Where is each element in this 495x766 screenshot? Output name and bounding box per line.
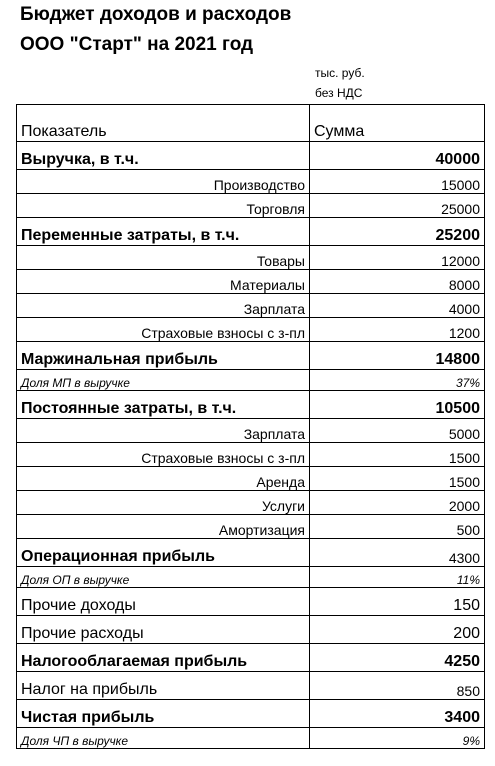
row-value[interactable]: 2000 <box>310 491 485 515</box>
row-value[interactable]: 9% <box>310 728 485 749</box>
row-label[interactable]: Материалы <box>17 270 310 294</box>
table-row <box>17 443 485 467</box>
row-label[interactable]: Доля ОП в выручке <box>17 567 310 588</box>
table-row <box>17 588 485 616</box>
table-row <box>17 419 485 443</box>
row-value[interactable]: 12000 <box>310 246 485 270</box>
row-label[interactable]: Производство <box>17 170 310 194</box>
table-row <box>17 728 485 749</box>
row-value[interactable]: 4000 <box>310 294 485 318</box>
budget-table <box>16 104 485 749</box>
table-row <box>17 391 485 419</box>
table-row <box>17 616 485 644</box>
table-row <box>17 539 485 567</box>
row-value[interactable]: 14800 <box>310 342 485 370</box>
row-value[interactable]: 1500 <box>310 443 485 467</box>
table-header-row <box>17 105 485 142</box>
row-value[interactable]: 11% <box>310 567 485 588</box>
table-row <box>17 467 485 491</box>
row-value[interactable]: 500 <box>310 515 485 539</box>
row-label[interactable]: Постоянные затраты, в т.ч. <box>17 391 310 419</box>
row-label[interactable]: Услуги <box>17 491 310 515</box>
row-label[interactable]: Доля МП в выручке <box>17 370 310 391</box>
header-label-cell[interactable]: Показатель <box>17 105 310 142</box>
row-value[interactable]: 37% <box>310 370 485 391</box>
row-label[interactable]: Переменные затраты, в т.ч. <box>17 218 310 246</box>
row-label[interactable]: Налог на прибыль <box>17 672 310 700</box>
row-label[interactable]: Выручка, в т.ч. <box>17 142 310 170</box>
row-value[interactable]: 1500 <box>310 467 485 491</box>
table-row <box>17 672 485 700</box>
table-row <box>17 644 485 672</box>
table-row <box>17 218 485 246</box>
row-value[interactable]: 4250 <box>310 644 485 672</box>
row-label[interactable]: Аренда <box>17 467 310 491</box>
row-value[interactable]: 10500 <box>310 391 485 419</box>
table-row <box>17 567 485 588</box>
header-value-cell[interactable]: Сумма <box>310 105 485 142</box>
row-value[interactable]: 40000 <box>310 142 485 170</box>
row-value[interactable]: 8000 <box>310 270 485 294</box>
table-row <box>17 491 485 515</box>
document-title-line-1: Бюджет доходов и расходов <box>20 4 292 25</box>
row-label[interactable]: Чистая прибыль <box>17 700 310 728</box>
table-row <box>17 318 485 342</box>
row-label[interactable]: Операционная прибыль <box>17 539 310 567</box>
row-value[interactable]: 25200 <box>310 218 485 246</box>
row-label[interactable]: Товары <box>17 246 310 270</box>
table-row <box>17 170 485 194</box>
row-value[interactable]: 15000 <box>310 170 485 194</box>
table-row <box>17 142 485 170</box>
row-label[interactable]: Торговля <box>17 194 310 218</box>
row-label[interactable]: Амортизация <box>17 515 310 539</box>
table-row <box>17 342 485 370</box>
table-row <box>17 515 485 539</box>
row-value[interactable]: 5000 <box>310 419 485 443</box>
table-row <box>17 700 485 728</box>
row-label[interactable]: Зарплата <box>17 294 310 318</box>
row-value[interactable]: 150 <box>310 588 485 616</box>
row-label[interactable]: Прочие расходы <box>17 616 310 644</box>
row-label[interactable]: Зарплата <box>17 419 310 443</box>
row-value[interactable]: 25000 <box>310 194 485 218</box>
row-label[interactable]: Страховые взносы с з-пл <box>17 443 310 467</box>
row-value[interactable]: 4300 <box>310 539 485 567</box>
row-label[interactable]: Налогооблагаемая прибыль <box>17 644 310 672</box>
row-value[interactable]: 3400 <box>310 700 485 728</box>
row-label[interactable]: Страховые взносы с з-пл <box>17 318 310 342</box>
document-title-line-2: ООО "Старт" на 2021 год <box>20 34 254 55</box>
table-row <box>17 270 485 294</box>
table-row <box>17 246 485 270</box>
row-value[interactable]: 200 <box>310 616 485 644</box>
row-value[interactable]: 1200 <box>310 318 485 342</box>
row-label[interactable]: Прочие доходы <box>17 588 310 616</box>
row-value[interactable]: 850 <box>310 672 485 700</box>
table-row <box>17 294 485 318</box>
table-row <box>17 370 485 391</box>
vat-note: без НДС <box>315 86 363 100</box>
row-label[interactable]: Маржинальная прибыль <box>17 342 310 370</box>
row-label[interactable]: Доля ЧП в выручке <box>17 728 310 749</box>
units-note: тыс. руб. <box>315 66 365 80</box>
table-row <box>17 194 485 218</box>
